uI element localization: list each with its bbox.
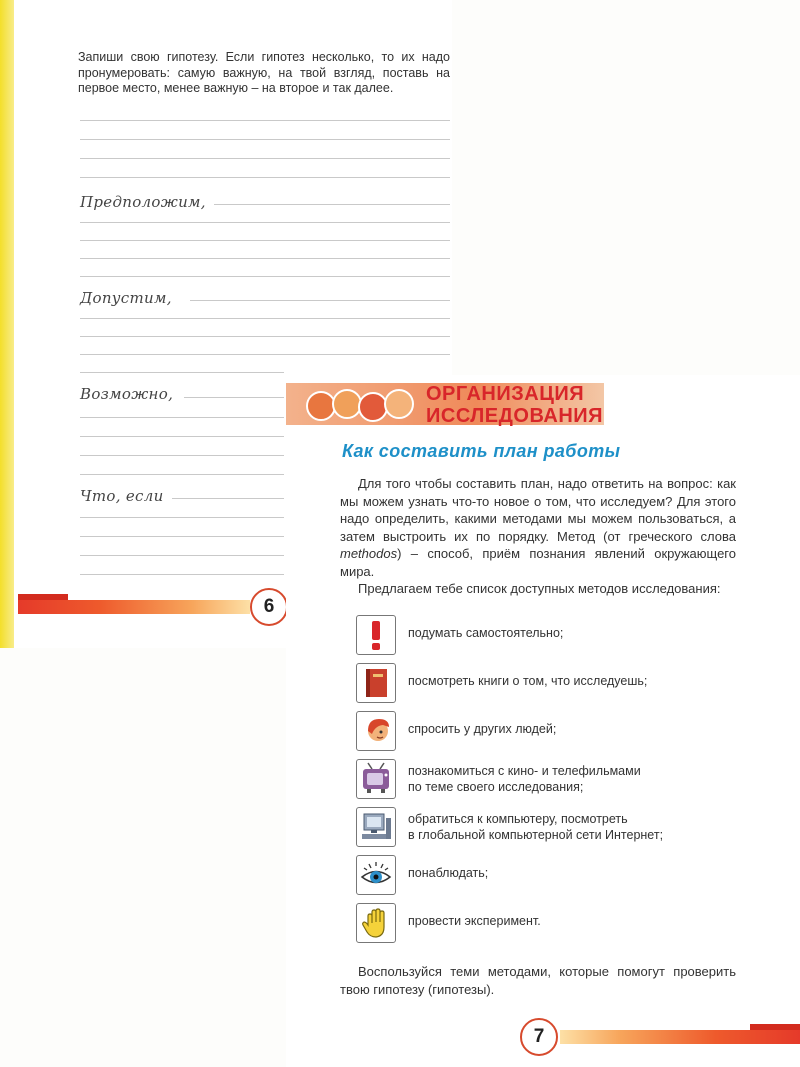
subsection-title: Как составить план работы — [342, 441, 621, 461]
method-item — [356, 663, 736, 703]
textbook-page-7 — [286, 375, 800, 1067]
writing-line — [80, 240, 450, 241]
writing-line — [184, 397, 284, 398]
writing-line — [80, 555, 284, 556]
writing-line — [80, 574, 284, 575]
writing-line — [80, 177, 450, 178]
writing-line — [80, 222, 450, 223]
eye-icon — [356, 855, 396, 895]
writing-line — [80, 158, 450, 159]
writing-line — [80, 120, 450, 121]
method-label: посмотреть книги о том, что исследуешь; — [408, 674, 648, 688]
intro-text — [340, 475, 736, 598]
method-item — [356, 615, 736, 655]
method-label — [408, 763, 641, 795]
closing-text: Воспользуйся теми методами, которые помогут проверить твою гипотезу (гипотезы). — [340, 964, 736, 997]
method-item — [356, 759, 736, 799]
writing-line — [80, 436, 284, 437]
circle-ornament-icon — [384, 389, 414, 419]
writing-line — [80, 336, 450, 337]
section-title-line: ОРГАНИЗАЦИЯ — [426, 383, 585, 405]
writing-line — [190, 300, 450, 301]
method-item — [356, 855, 736, 895]
footer-decoration — [18, 600, 250, 614]
method-item — [356, 711, 736, 751]
method-label: подумать самостоятельно; — [408, 626, 564, 640]
exclamation-icon — [356, 615, 396, 655]
method-label-line: в глобальной компьютерной сети Интернет; — [408, 828, 664, 842]
method-label-line: по теме своего исследования; — [408, 780, 584, 794]
hand-icon — [356, 903, 396, 943]
writing-line — [80, 258, 450, 259]
page-edge — [0, 0, 14, 648]
prompt-what-if: Что, если — [80, 487, 164, 505]
writing-line — [80, 474, 284, 475]
writing-line — [80, 139, 450, 140]
intro-paragraph: Для того чтобы составить план, надо ответить на вопрос: как мы можем узнать что-то новое о том, что исследуем? Для этого надо определить, какими методами мы можем пользоваться, а затем выстроить их по порядку. Метод (от греческого слова methodos) – способ, приём познания явлений окружающего мира. — [340, 476, 736, 579]
prompt-suppose: Предположим, — [80, 193, 206, 211]
hypothesis-instruction: Запиши свою гипотезу. Если гипотез несколько, то их надо пронумеровать: самую важную, на твой взгляд, поставь на первое место, менее важную – на второе и так далее. — [78, 50, 450, 95]
tv-icon — [356, 759, 396, 799]
writing-line — [172, 498, 284, 499]
writing-line — [80, 417, 284, 418]
writing-line — [80, 372, 284, 373]
prompt-assume: Допустим, — [80, 289, 172, 307]
section-header-strip — [286, 383, 604, 425]
person-icon — [356, 711, 396, 751]
footer-decoration — [560, 1030, 800, 1044]
writing-line — [80, 517, 284, 518]
method-label: спросить у других людей; — [408, 722, 557, 736]
method-item — [356, 903, 736, 943]
writing-line — [214, 204, 450, 205]
header-ornament — [306, 389, 414, 419]
method-label-line: обратиться к компьютеру, посмотреть — [408, 812, 628, 826]
computer-icon — [356, 807, 396, 847]
section-title — [426, 383, 603, 427]
method-label — [408, 811, 663, 843]
section-title-line: ИССЛЕДОВАНИЯ — [426, 405, 604, 427]
method-label: провести эксперимент. — [408, 914, 541, 928]
term-methodos: methodos — [340, 546, 398, 561]
writing-line — [80, 276, 450, 277]
page-number: 6 — [250, 588, 288, 626]
method-label-line: познакомиться с кино- и телефильмами — [408, 764, 641, 778]
intro-paragraph: Предлагаем тебе список доступных методов исследования: — [358, 581, 721, 596]
method-label: понаблюдать; — [408, 866, 489, 880]
prompt-possibly: Возможно, — [80, 385, 174, 403]
writing-line — [80, 455, 284, 456]
book-icon — [356, 663, 396, 703]
writing-line — [80, 354, 450, 355]
writing-line — [80, 318, 450, 319]
writing-line — [80, 536, 284, 537]
method-item — [356, 807, 736, 847]
page-number: 7 — [520, 1018, 558, 1056]
